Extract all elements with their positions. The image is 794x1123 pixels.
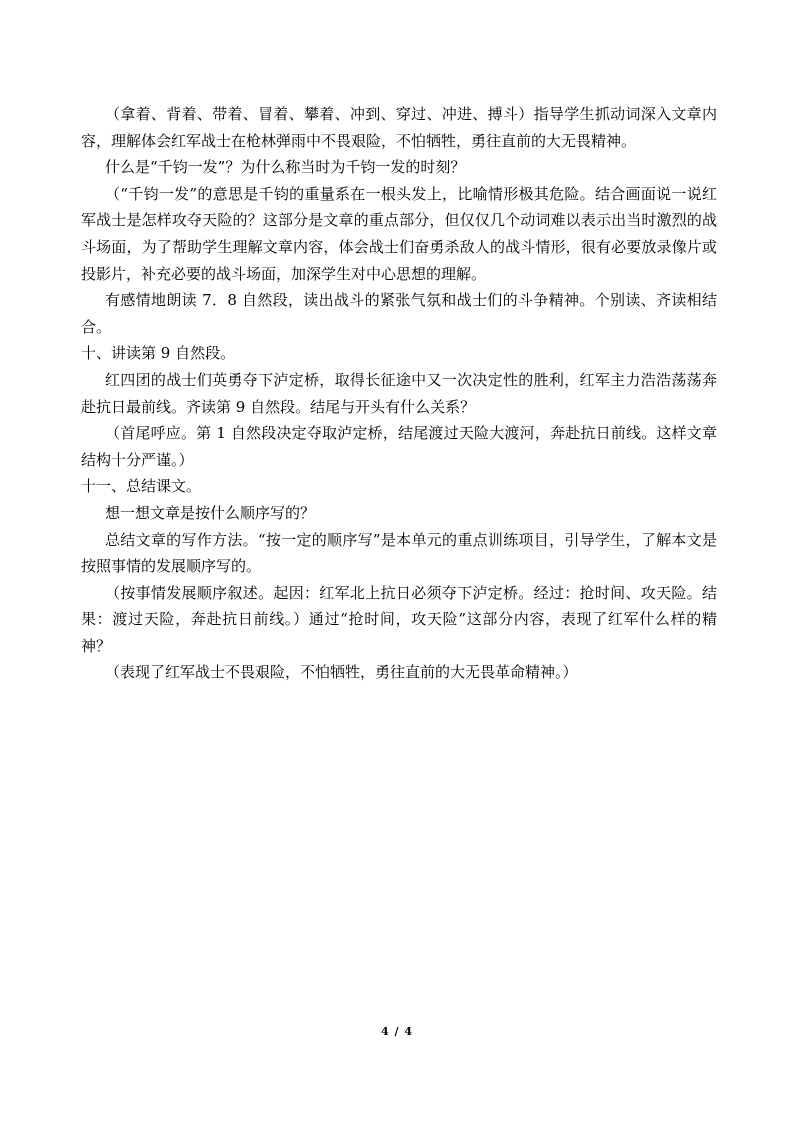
paragraph-spirit-conclusion: （表现了红军战士不畏艰险，不怕牺牲，勇往直前的大无畏革命精神。） xyxy=(105,663,578,682)
paragraph-qianjunyifa-explanation: （“千钧一发”的意思是千钧的重量系在一根头发上，比喻情形极其危险。结合画面说一说红军战士是怎样攻夺天险的？这部分是文章的重点部分，但仅仅几个动词难以表示出当时激烈的战斗场面，为了帮助学生理解文章内容，体会战士们奋勇杀敌人的战斗情形，很有必要放录像片或投影片，补充必要的战斗场面，加深学生对中心思想的理解。 xyxy=(81,184,717,283)
paragraph-writing-method: 总结文章的写作方法。“按一定的顺序写”是本单元的重点训练项目，引导学生，了解本文是按照事情的发展顺序写的。 xyxy=(81,530,717,576)
section-heading-10: 十、讲读第 9 自然段。 xyxy=(81,344,236,363)
document-body xyxy=(81,101,717,686)
paragraph-verbs-guidance: （拿着、背着、带着、冒着、攀着、冲到、穿过、冲进、搏斗）指导学生抓动词深入文章内容，理解体会红军战士在枪林弹雨中不畏艰险，不怕牺牲，勇往直前的大无畏精神。 xyxy=(81,105,717,150)
section-heading-11: 十一、总结课文。 xyxy=(81,477,202,496)
paragraph-read-aloud-7-8: 有感情地朗读 7．8 自然段，读出战斗的紧张气氛和战士们的斗争精神。个别读、齐读相结合。 xyxy=(81,291,717,336)
paragraph-event-order-summary: （按事情发展顺序叙述。起因：红军北上抗日必须夺下泸定桥。经过：抢时间、攻天险。结果：渡过天险，奔赴抗日前线。）通过“抢时间，攻天险”这部分内容，表现了红军什么样的精神？ xyxy=(81,583,717,655)
paragraph-question-qianjunyifa: 什么是“千钧一发”？为什么称当时为千钧一发的时刻？ xyxy=(105,158,466,177)
paragraph-beginning-end-echo: （首尾呼应。第 1 自然段决定夺取泸定桥，结尾渡过天险大渡河，奔赴抗日前线。这样文章结构十分严谨。） xyxy=(81,424,717,469)
paragraph-fourth-regiment: 红四团的战士们英勇夺下泸定桥，取得长征途中又一次决定性的胜利，红军主力浩浩荡荡奔赴抗日最前线。齐读第 9 自然段。结尾与开头有什么关系？ xyxy=(81,370,717,416)
page-number: 4 / 4 xyxy=(381,1025,413,1038)
paragraph-think-order: 想一想文章是按什么顺序写的？ xyxy=(105,503,316,522)
